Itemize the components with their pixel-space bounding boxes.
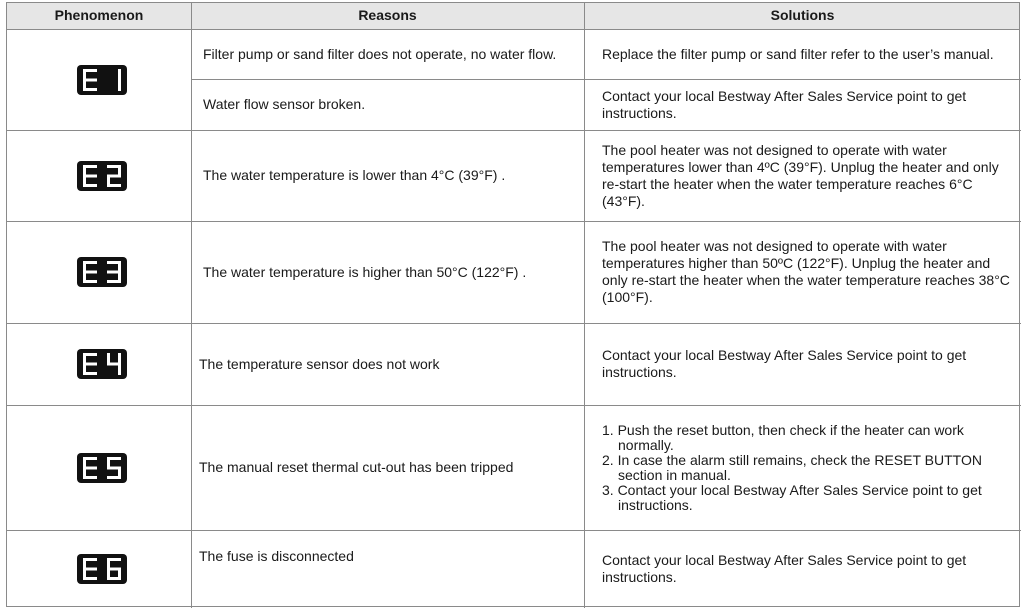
- error-code-display: [77, 30, 127, 130]
- reason-cell: The water temperature is higher than 50°C (122°F) .: [203, 263, 527, 280]
- reason-cell: Filter pump or sand filter does not operate, no water flow.: [203, 46, 557, 62]
- error-code-e4-icon: [77, 349, 127, 379]
- error-code-e6-icon: [77, 554, 127, 584]
- table-header: [7, 3, 1019, 30]
- column-divider: [584, 3, 585, 608]
- solution-step: 1. Push the reset button, then check if the heater can work normally.: [602, 421, 964, 453]
- solution-step: 3. Contact your local Bestway After Sales Service point to get instructions.: [602, 481, 982, 513]
- solution-steps-list: [602, 423, 1012, 513]
- reason-cell: The manual reset thermal cut-out has been tripped: [199, 459, 514, 475]
- error-code-e2-icon: [77, 161, 127, 191]
- reason-cell: The water temperature is lower than 4°C (39°F) .: [203, 167, 506, 183]
- reason-cell: The temperature sensor does not work: [199, 355, 440, 372]
- solution-cell: Replace the filter pump or sand filter refer to the user’s manual.: [602, 46, 994, 62]
- reason-cell: The fuse is disconnected: [199, 548, 354, 564]
- solution-cell: Contact your local Bestway After Sales Service point to get instructions.: [602, 347, 967, 380]
- solution-step: 2. In case the alarm still remains, check the RESET BUTTON section in manual.: [602, 451, 982, 483]
- error-code-e5-icon: [77, 453, 127, 483]
- error-code-display: [77, 530, 127, 608]
- error-code-display: [77, 130, 127, 221]
- error-code-display: [77, 221, 127, 323]
- solution-cell: The pool heater was not designed to operate with water temperatures higher than 50ºC (122°F). Unplug the heater and only re-start the heater when the water temperature reaches 38°C (100°F).: [602, 238, 1010, 305]
- solution-cell: [602, 405, 1012, 530]
- solution-cell: Contact your local Bestway After Sales Service point to get instructions.: [602, 87, 967, 121]
- error-code-display: [77, 405, 127, 530]
- error-code-e3-icon: [77, 257, 127, 287]
- header-solutions: Solutions: [770, 7, 835, 23]
- header-phenomenon: Phenomenon: [54, 7, 144, 23]
- error-code-e1-icon: [77, 65, 127, 95]
- solution-cell: The pool heater was not designed to operate with water temperatures lower than 4ºC (39°F). Unplug the heater and only re-start the heater when the water temperature reaches 6°C (43°F).: [602, 141, 999, 209]
- solution-cell: Contact your local Bestway After Sales Service point to get instructions.: [602, 552, 967, 585]
- reason-cell: Water flow sensor broken.: [203, 96, 366, 112]
- column-divider: [191, 3, 192, 608]
- troubleshooting-table: [6, 2, 1020, 607]
- error-code-display: [77, 323, 127, 405]
- header-reasons: Reasons: [358, 7, 417, 23]
